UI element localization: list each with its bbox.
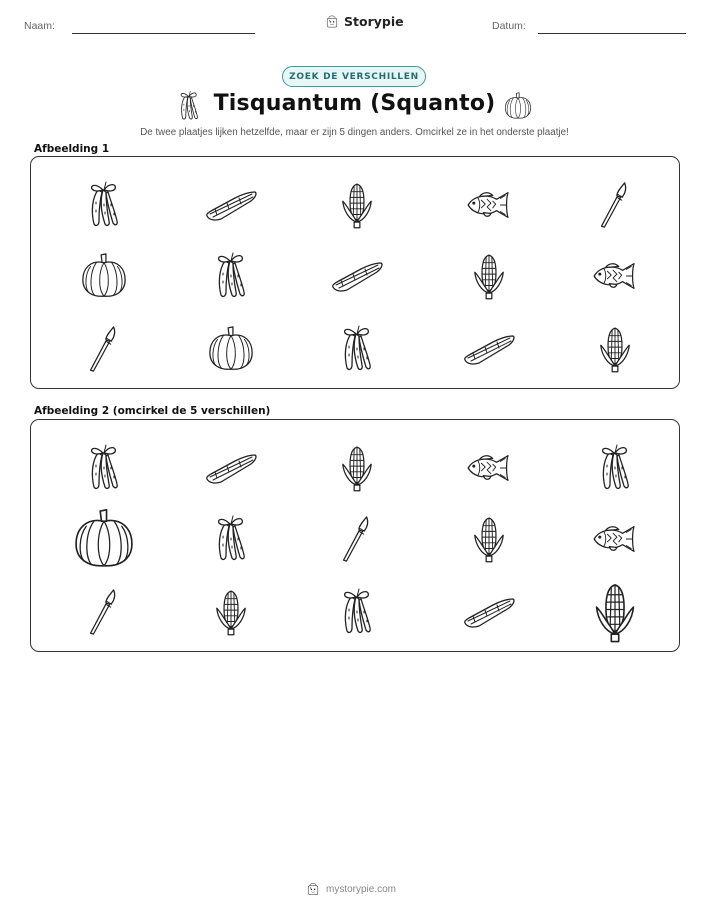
spear-icon	[84, 324, 124, 374]
date-label: Datum:	[492, 20, 526, 32]
fish-icon	[588, 520, 642, 558]
instructions-text: De twee plaatjes lijken hetzelfde, maar er zijn 5 dingen anders. Omcirkel ze in het onderste plaatje!	[140, 127, 569, 138]
spear-icon	[337, 514, 377, 564]
storypie-mascot-icon	[305, 881, 321, 897]
fish-icon	[462, 186, 516, 224]
name-line[interactable]	[72, 33, 255, 34]
storypie-logo	[324, 13, 404, 30]
panel-1-label: Afbeelding 1	[34, 143, 110, 155]
beans-icon	[84, 180, 124, 230]
fish-icon	[588, 257, 642, 295]
beans-icon	[337, 587, 377, 637]
panel-2-label: Afbeelding 2 (omcirkel de 5 verschillen)	[34, 405, 271, 417]
pumpkin-icon	[71, 506, 137, 572]
footer-url: mystorypie.com	[326, 883, 397, 895]
beans-icon	[337, 324, 377, 374]
corn-icon	[470, 251, 508, 301]
corn-icon	[470, 514, 508, 564]
corn-icon	[596, 324, 634, 374]
pumpkin-icon	[79, 251, 129, 301]
canoe-icon	[329, 256, 385, 296]
name-label: Naam:	[24, 20, 55, 32]
pumpkin-icon	[503, 91, 533, 121]
spear-icon	[595, 180, 635, 230]
corn-icon	[338, 443, 376, 493]
footer	[305, 881, 396, 897]
beans-icon	[211, 251, 251, 301]
beans-icon	[595, 443, 635, 493]
canoe-icon	[461, 329, 517, 369]
canoe-icon	[203, 448, 259, 488]
spear-icon	[84, 587, 124, 637]
canoe-icon	[203, 185, 259, 225]
pumpkin-icon	[206, 324, 256, 374]
beans-icon	[211, 514, 251, 564]
activity-badge: ZOEK DE VERSCHILLEN	[282, 66, 426, 87]
date-line[interactable]	[538, 33, 686, 34]
corn-icon	[590, 580, 640, 644]
brand-text: Storypie	[344, 14, 404, 29]
fish-icon	[462, 449, 516, 487]
storypie-mascot-icon	[324, 13, 340, 30]
page-title: Tisquantum (Squanto)	[213, 91, 496, 116]
panel-2[interactable]	[30, 419, 680, 652]
corn-icon	[338, 180, 376, 230]
panel-1	[30, 156, 680, 389]
canoe-icon	[461, 592, 517, 632]
corn-icon	[212, 587, 250, 637]
beans-icon	[84, 443, 124, 493]
